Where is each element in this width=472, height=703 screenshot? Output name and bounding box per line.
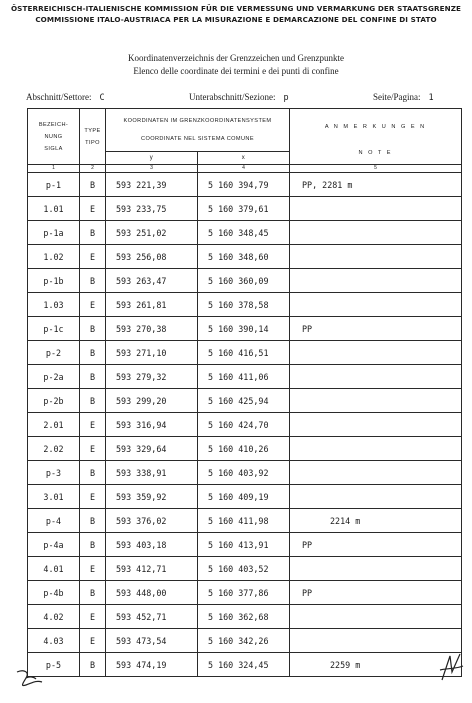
point-note xyxy=(290,629,462,653)
notes-header-it: N O T E xyxy=(358,150,393,156)
section-label: Abschnitt/Settore: xyxy=(26,92,92,102)
table-row xyxy=(28,413,462,437)
table-header xyxy=(28,109,462,165)
point-name: p-3 xyxy=(28,461,80,485)
column-number: 3 xyxy=(106,165,198,173)
signature-left xyxy=(14,666,50,692)
point-type: B xyxy=(80,509,106,533)
designation-header-line: SIGLA xyxy=(44,145,63,152)
table-row xyxy=(28,293,462,317)
point-note xyxy=(290,245,462,269)
commission-title-de: ÖSTERREICHISCH-ITALIENISCHE KOMMISSION FÜR DIE VERMESSUNG UND VERMARKUNG DER STAATSGRENZE xyxy=(10,4,462,13)
point-name: p-2 xyxy=(28,341,80,365)
coordinate-table xyxy=(27,108,462,677)
point-note xyxy=(290,293,462,317)
point-name: p-4b xyxy=(28,581,80,605)
table-row xyxy=(28,581,462,605)
x-coordinate: 5 160 410,26 xyxy=(198,437,290,461)
point-note xyxy=(290,197,462,221)
point-note: 2214 m xyxy=(290,509,462,533)
x-coordinate: 5 160 378,58 xyxy=(198,293,290,317)
point-name: 2.01 xyxy=(28,413,80,437)
y-coordinate: 593 403,18 xyxy=(106,533,198,557)
table-row xyxy=(28,629,462,653)
point-note xyxy=(290,269,462,293)
point-type: B xyxy=(80,653,106,677)
point-type: B xyxy=(80,269,106,293)
point-type: E xyxy=(80,437,106,461)
x-coordinate: 5 160 379,61 xyxy=(198,197,290,221)
point-name: p-2b xyxy=(28,389,80,413)
column-number: 1 xyxy=(28,165,80,173)
y-coordinate: 593 233,75 xyxy=(106,197,198,221)
y-coordinate: 593 412,71 xyxy=(106,557,198,581)
point-note xyxy=(290,341,462,365)
point-type: B xyxy=(80,221,106,245)
notes-header xyxy=(290,109,462,165)
commission-title-it: COMMISSIONE ITALO-AUSTRIACA PER LA MISURAZIONE E DEMARCAZIONE DEL CONFINE DI STATO xyxy=(35,15,437,24)
point-type: B xyxy=(80,173,106,197)
designation-header xyxy=(28,109,80,165)
point-type: E xyxy=(80,605,106,629)
subsection-label: Unterabschnitt/Sezione: xyxy=(189,92,276,102)
point-note xyxy=(290,485,462,509)
point-type: B xyxy=(80,461,106,485)
table-row xyxy=(28,485,462,509)
y-coordinate: 593 263,47 xyxy=(106,269,198,293)
point-note xyxy=(290,557,462,581)
subsection-field xyxy=(189,92,289,103)
point-name: 1.02 xyxy=(28,245,80,269)
y-header: y xyxy=(106,152,198,164)
point-note xyxy=(290,413,462,437)
y-coordinate: 593 452,71 xyxy=(106,605,198,629)
y-coordinate: 593 279,32 xyxy=(106,365,198,389)
x-header: x xyxy=(241,155,246,161)
y-coordinate: 593 299,20 xyxy=(106,389,198,413)
table-row xyxy=(28,245,462,269)
point-note: PP xyxy=(290,317,462,341)
page-label: Seite/Pagina: xyxy=(373,92,421,102)
table-row xyxy=(28,269,462,293)
table-row xyxy=(28,509,462,533)
x-coordinate: 5 160 413,91 xyxy=(198,533,290,557)
coordinates-header xyxy=(106,109,290,165)
point-note xyxy=(290,437,462,461)
x-coordinate: 5 160 342,26 xyxy=(198,629,290,653)
y-coordinate: 593 376,02 xyxy=(106,509,198,533)
page-field xyxy=(373,92,434,103)
coordinates-subtitle: COORDINATE NEL SISTEMA COMUNE xyxy=(141,136,254,142)
document-title-it: Elenco delle coordinate dei termini e dei punti di confine xyxy=(133,66,339,76)
column-number: 5 xyxy=(290,165,462,173)
signature-right xyxy=(436,650,466,686)
point-note: PP xyxy=(290,533,462,557)
table-row xyxy=(28,317,462,341)
point-name: 4.02 xyxy=(28,605,80,629)
point-type: E xyxy=(80,293,106,317)
x-coordinate: 5 160 360,09 xyxy=(198,269,290,293)
y-coordinate: 593 359,92 xyxy=(106,485,198,509)
x-coordinate: 5 160 411,06 xyxy=(198,365,290,389)
point-name: 1.03 xyxy=(28,293,80,317)
point-type: B xyxy=(80,533,106,557)
y-coordinate: 593 338,91 xyxy=(106,461,198,485)
x-coordinate: 5 160 394,79 xyxy=(198,173,290,197)
point-name: p-4a xyxy=(28,533,80,557)
table-row xyxy=(28,557,462,581)
table-row xyxy=(28,173,462,197)
table-row xyxy=(28,341,462,365)
x-coordinate: 5 160 390,14 xyxy=(198,317,290,341)
point-name: 2.02 xyxy=(28,437,80,461)
table-body xyxy=(28,173,462,677)
document-title-de: Koordinatenverzeichnis der Grenzzeichen und Grenzpunkte xyxy=(128,53,344,63)
column-number: 4 xyxy=(198,165,290,173)
point-type: B xyxy=(80,317,106,341)
section-field xyxy=(26,92,105,103)
point-type: E xyxy=(80,485,106,509)
point-type: E xyxy=(80,629,106,653)
point-note xyxy=(290,365,462,389)
x-coordinate: 5 160 362,68 xyxy=(198,605,290,629)
table-row xyxy=(28,461,462,485)
point-name: p-5 xyxy=(28,653,80,677)
point-type: B xyxy=(80,365,106,389)
point-name: p-1b xyxy=(28,269,80,293)
type-header-line: TYPE xyxy=(84,127,101,134)
table-row xyxy=(28,653,462,677)
point-note xyxy=(290,461,462,485)
type-header xyxy=(80,109,106,165)
point-type: B xyxy=(80,389,106,413)
x-coordinate: 5 160 324,45 xyxy=(198,653,290,677)
point-name: 4.01 xyxy=(28,557,80,581)
y-coordinate: 593 316,94 xyxy=(106,413,198,437)
point-type: B xyxy=(80,581,106,605)
table-row xyxy=(28,197,462,221)
x-coordinate: 5 160 348,60 xyxy=(198,245,290,269)
point-type: E xyxy=(80,413,106,437)
y-coordinate: 593 474,19 xyxy=(106,653,198,677)
y-coordinate: 593 271,10 xyxy=(106,341,198,365)
point-name: p-1 xyxy=(28,173,80,197)
point-note: PP xyxy=(290,581,462,605)
x-coordinate: 5 160 409,19 xyxy=(198,485,290,509)
designation-header-line: BEZEICH- xyxy=(38,121,69,128)
point-note xyxy=(290,389,462,413)
point-name: p-4 xyxy=(28,509,80,533)
x-coordinate: 5 160 411,98 xyxy=(198,509,290,533)
y-coordinate: 593 329,64 xyxy=(106,437,198,461)
designation-header-line: NUNG xyxy=(44,133,63,140)
point-name: p-2a xyxy=(28,365,80,389)
y-coordinate: 593 256,08 xyxy=(106,245,198,269)
y-coordinate: 593 251,02 xyxy=(106,221,198,245)
x-coordinate: 5 160 348,45 xyxy=(198,221,290,245)
x-coordinate: 5 160 424,70 xyxy=(198,413,290,437)
x-coordinate: 5 160 403,92 xyxy=(198,461,290,485)
point-type: E xyxy=(80,197,106,221)
x-coordinate: 5 160 416,51 xyxy=(198,341,290,365)
notes-header-de: A N M E R K U N G E N xyxy=(324,124,427,130)
column-number-row xyxy=(28,165,462,173)
point-name: 3.01 xyxy=(28,485,80,509)
page-value: 1 xyxy=(428,93,434,103)
point-note xyxy=(290,605,462,629)
x-coordinate: 5 160 377,86 xyxy=(198,581,290,605)
point-type: B xyxy=(80,341,106,365)
y-coordinate: 593 261,81 xyxy=(106,293,198,317)
y-coordinate: 593 473,54 xyxy=(106,629,198,653)
point-note: 2259 m xyxy=(290,653,462,677)
y-coordinate: 593 448,00 xyxy=(106,581,198,605)
type-header-line: TIPO xyxy=(85,139,100,146)
coordinates-title: KOORDINATEN IM GRENZKOORDINATENSYSTEM xyxy=(123,118,272,124)
point-note: PP, 2281 m xyxy=(290,173,462,197)
point-type: E xyxy=(80,557,106,581)
section-value: C xyxy=(99,93,105,103)
table-row xyxy=(28,365,462,389)
point-name: 1.01 xyxy=(28,197,80,221)
table-row xyxy=(28,389,462,413)
point-type: E xyxy=(80,245,106,269)
table-row xyxy=(28,605,462,629)
table-row xyxy=(28,437,462,461)
subsection-value: p xyxy=(283,93,289,103)
point-name: p-1a xyxy=(28,221,80,245)
point-note xyxy=(290,221,462,245)
x-coordinate: 5 160 425,94 xyxy=(198,389,290,413)
point-name: p-1c xyxy=(28,317,80,341)
x-coordinate: 5 160 403,52 xyxy=(198,557,290,581)
y-coordinate: 593 270,38 xyxy=(106,317,198,341)
column-number: 2 xyxy=(80,165,106,173)
point-name: 4.03 xyxy=(28,629,80,653)
table-row xyxy=(28,221,462,245)
table-row xyxy=(28,533,462,557)
y-coordinate: 593 221,39 xyxy=(106,173,198,197)
